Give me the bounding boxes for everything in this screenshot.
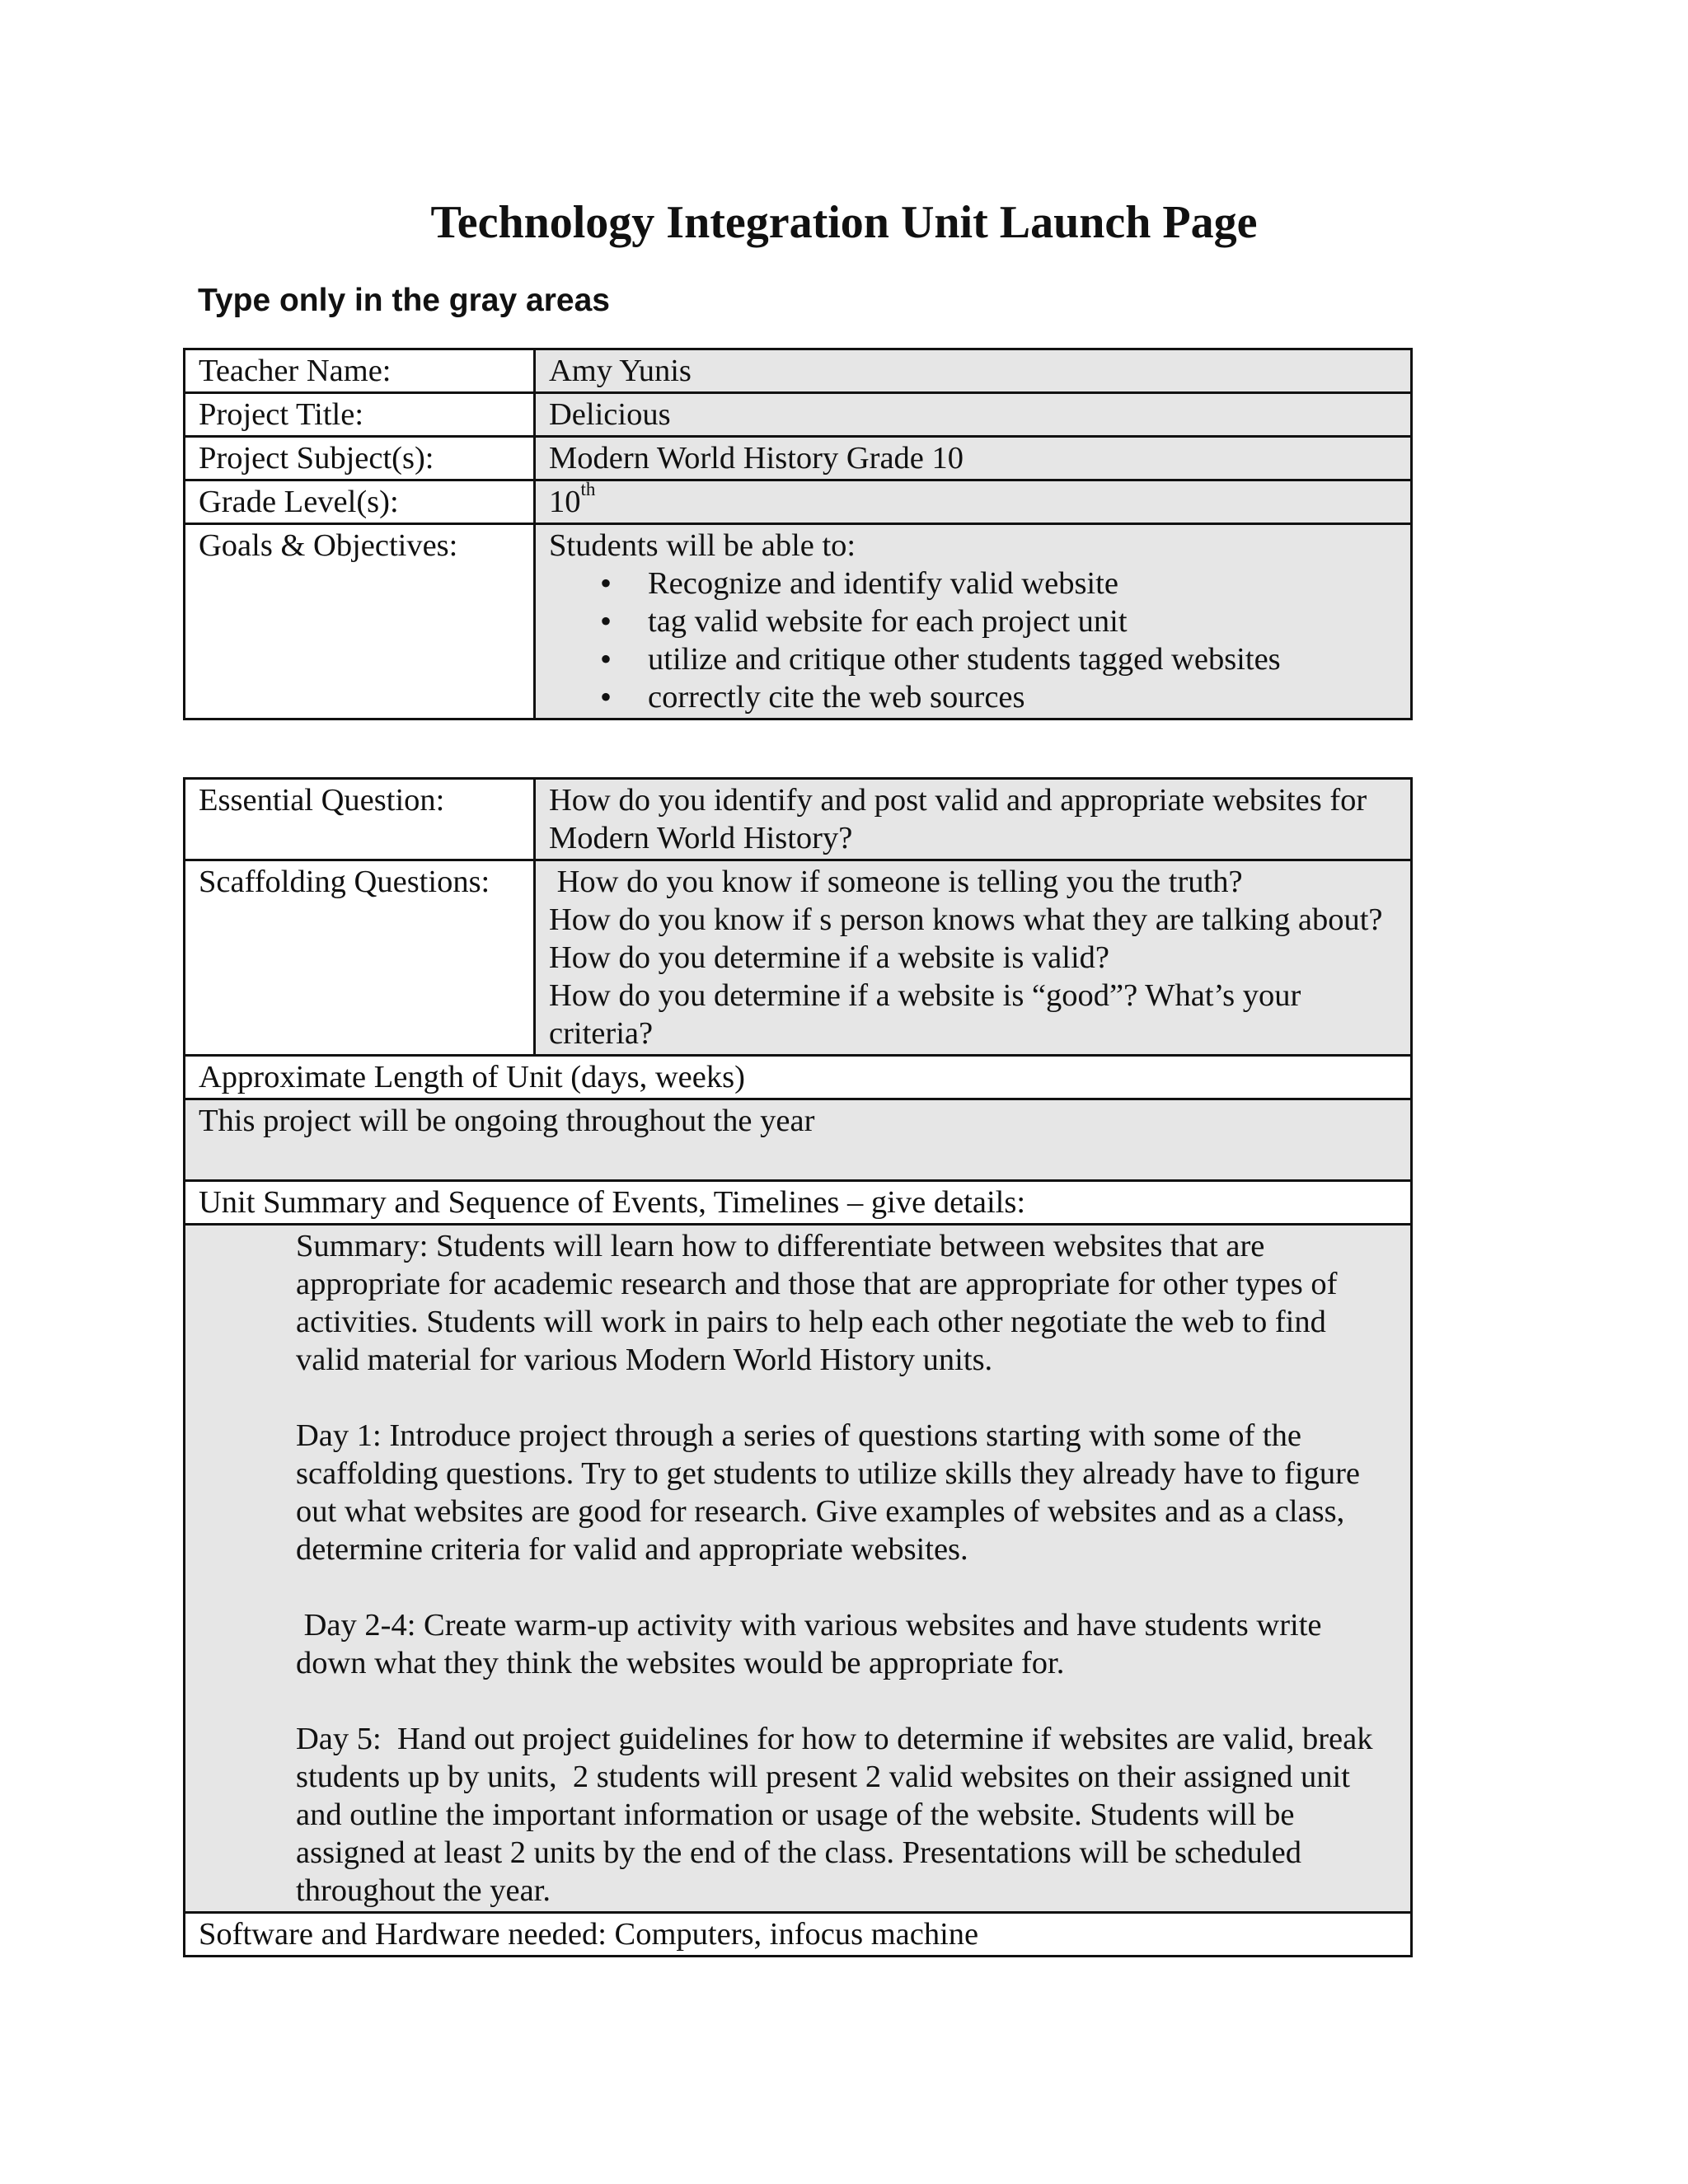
- unit-summary-label: Unit Summary and Sequence of Events, Timelines – give details:: [185, 1181, 1412, 1225]
- day-2-4-paragraph: Day 2-4: Create warm-up activity with various websites and have students write down what they think the websites would be appropriate for.: [296, 1608, 1330, 1680]
- project-subject-field[interactable]: Modern World History Grade 10: [535, 437, 1412, 480]
- goals-intro: Students will be able to:: [549, 528, 856, 563]
- table-row: [185, 1099, 1412, 1181]
- project-subject-label: Project Subject(s):: [185, 437, 535, 480]
- scaffolding-question: How do you determine if a website is “good”? What’s your criteria?: [549, 978, 1301, 1051]
- table-row: [185, 437, 1412, 480]
- scaffolding-question: How do you know if someone is telling you the truth?: [549, 865, 1243, 899]
- grade-level-value: 10: [549, 485, 581, 519]
- table-row: [185, 349, 1412, 393]
- table-row: [185, 1225, 1412, 1913]
- scaffolding-question: How do you determine if a website is valid?: [549, 940, 1109, 975]
- day-1-paragraph: Day 1: Introduce project through a series of questions starting with some of the scaffolding questions. Try to get students to utilize skills they already have to figure out what websites are good for research. Give examples of websites and as a class, determine criteria for valid and appropriate websites.: [296, 1418, 1360, 1567]
- table-row: [185, 1056, 1412, 1099]
- table-row: [185, 393, 1412, 437]
- scaffolding-questions-field[interactable]: [535, 860, 1412, 1056]
- essential-question-label: Essential Question:: [185, 779, 535, 860]
- table-row: [185, 779, 1412, 860]
- teacher-name-field[interactable]: Amy Yunis: [535, 349, 1412, 393]
- scaffolding-questions-label: Scaffolding Questions:: [185, 860, 535, 1056]
- page-title: Technology Integration Unit Launch Page: [430, 197, 1258, 248]
- unit-length-label: Approximate Length of Unit (days, weeks): [185, 1056, 1412, 1099]
- goals-list: [549, 565, 1397, 716]
- teacher-name-label: Teacher Name:: [185, 349, 535, 393]
- essential-question-field[interactable]: How do you identify and post valid and appropriate websites for Modern World History?: [535, 779, 1412, 860]
- table-row: [185, 1913, 1412, 1957]
- unit-length-field[interactable]: This project will be ongoing throughout the year: [185, 1099, 1412, 1181]
- software-hardware-label: Software and Hardware needed: Computers, infocus machine: [185, 1913, 1412, 1957]
- project-title-label: Project Title:: [185, 393, 535, 437]
- list-item: • utilize and critique other students tagged websites: [648, 640, 1397, 678]
- grade-level-field[interactable]: [535, 480, 1412, 524]
- list-item: • tag valid website for each project unit: [648, 602, 1397, 640]
- grade-level-suffix: th: [580, 479, 596, 500]
- list-item: • Recognize and identify valid website: [648, 565, 1397, 602]
- table-row: [185, 1181, 1412, 1225]
- table-row: [185, 860, 1412, 1056]
- day-5-paragraph: Day 5: Hand out project guidelines for how to determine if websites are valid, break students up by units, 2 students will present 2 valid websites on their assigned unit and outline the important information or usage of the website. Students will be assigned at least 2 units by the end of the class. Presentations will be scheduled throughout the year.: [296, 1722, 1381, 1908]
- unit-summary-field[interactable]: [185, 1225, 1412, 1913]
- grade-level-label: Grade Level(s):: [185, 480, 535, 524]
- scaffolding-question: How do you know if s person knows what they are talking about?: [549, 902, 1383, 937]
- list-item: • correctly cite the web sources: [648, 678, 1397, 716]
- unit-details-table: [183, 777, 1413, 1957]
- project-info-table: [183, 348, 1413, 720]
- table-row: [185, 524, 1412, 719]
- project-title-field[interactable]: Delicious: [535, 393, 1412, 437]
- goals-field[interactable]: [535, 524, 1412, 719]
- summary-paragraph: Summary: Students will learn how to differentiate between websites that are appropriate for academic research and those that are appropriate for other types of activities. Students will work in pairs to help each other negotiate the web to find valid material for various Modern World History units.: [296, 1229, 1338, 1377]
- instruction-text: Type only in the gray areas: [198, 283, 610, 318]
- table-row: [185, 480, 1412, 524]
- goals-label: Goals & Objectives:: [185, 524, 535, 719]
